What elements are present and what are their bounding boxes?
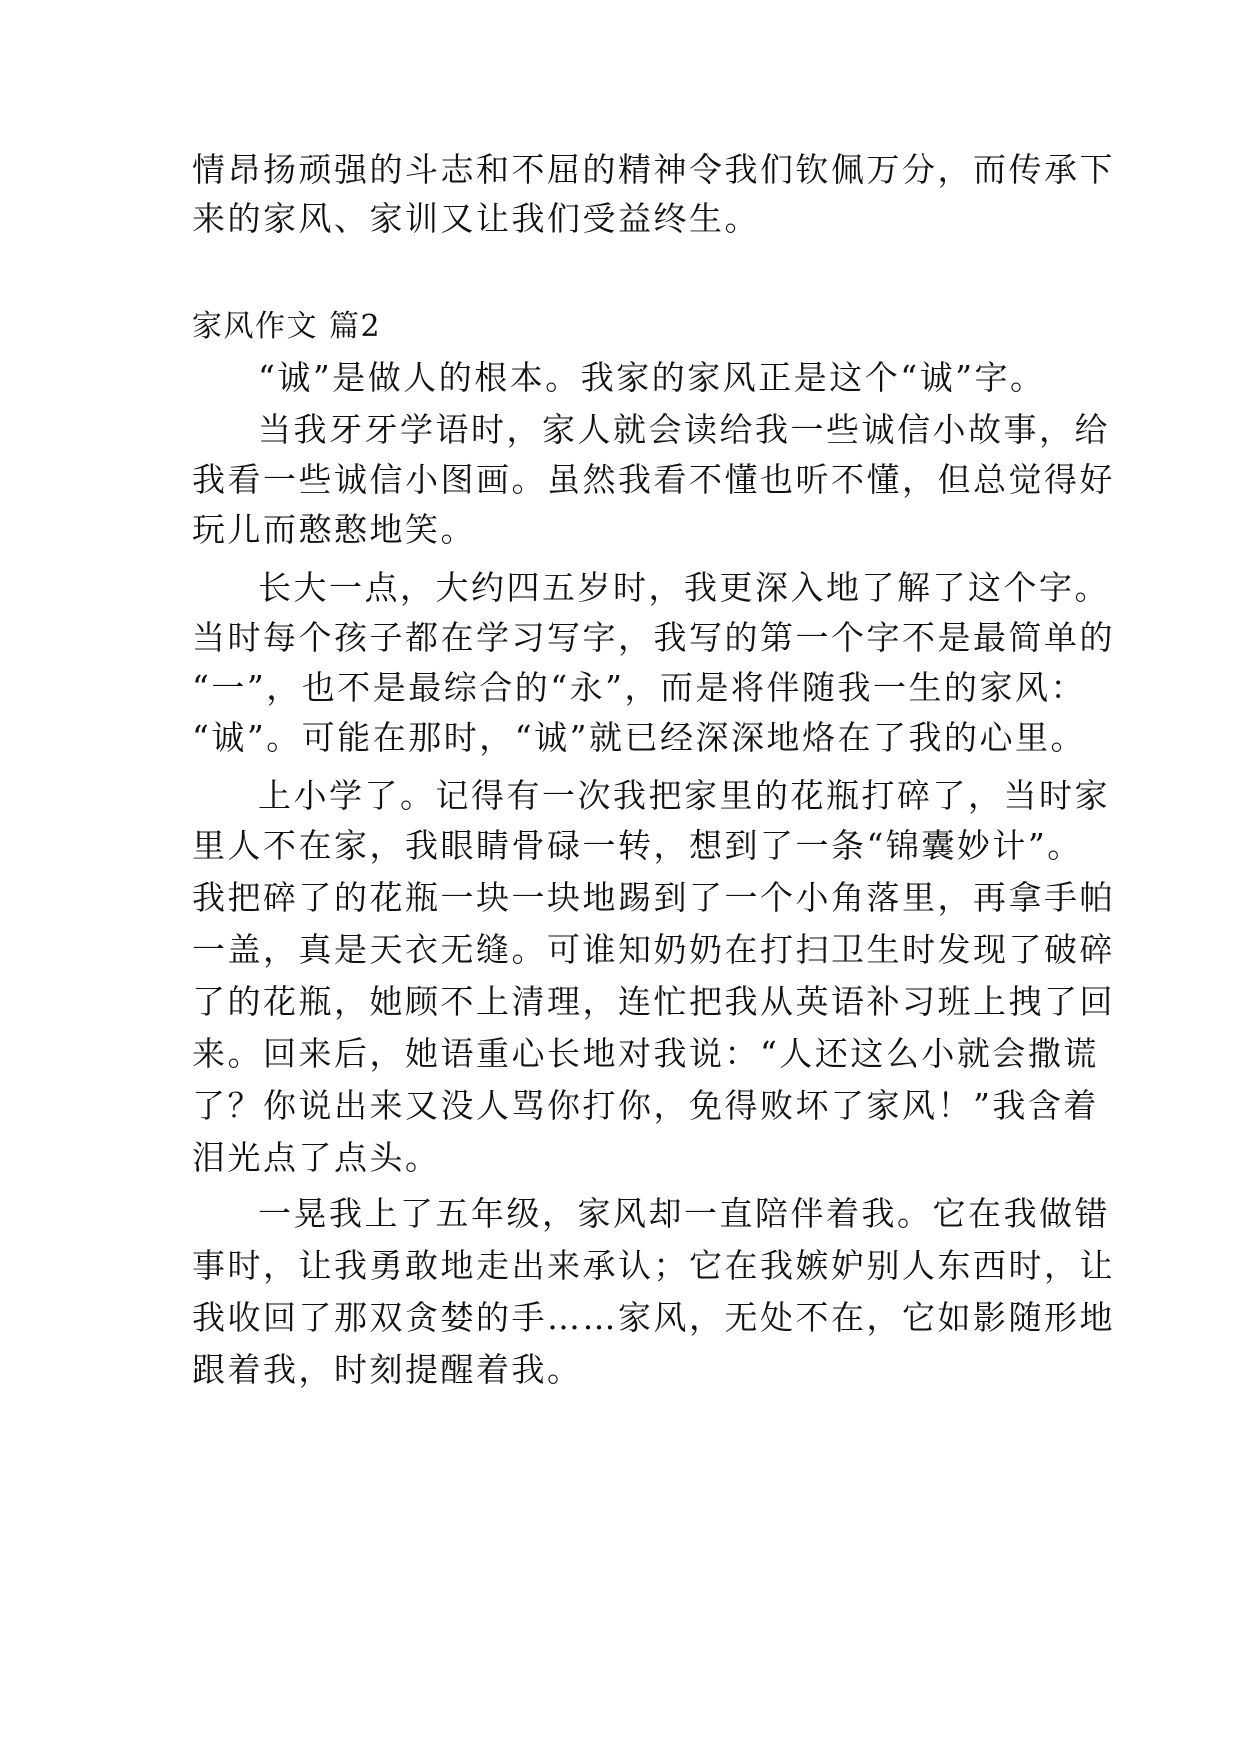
paragraph-line: 长大一点，大约四五岁时，我更深入地了解了这个字。: [258, 568, 1110, 607]
paragraph-line: “一”，也不是最综合的“永”，而是将伴随我一生的家风：: [192, 668, 1086, 707]
text-line: 情昂扬顽强的斗志和不屈的精神令我们钦佩万分，而传承下: [192, 150, 1115, 189]
paragraph-line: 我收回了那双贪婪的手……家风，无处不在，它如影随形地: [192, 1298, 1115, 1337]
paragraph-line: 事时，让我勇敢地走出来承认；它在我嫉妒别人东西时，让: [192, 1246, 1115, 1285]
section-heading: 家风作文 篇2: [192, 309, 382, 344]
paragraph-line: 里人不在家，我眼睛骨碌一转，想到了一条“锦囊妙计”。: [192, 826, 1083, 865]
paragraph-line: 当时每个孩子都在学习写字，我写的第一个字不是最简单的: [192, 618, 1115, 657]
paragraph-line: 了？你说出来又没人骂你打你，免得败坏了家风！”我含着: [192, 1086, 1099, 1125]
paragraph-line: 我看一些诚信小图画。虽然我看不懂也听不懂，但总觉得好: [192, 460, 1115, 499]
paragraph-line: 当我牙牙学语时，家人就会读给我一些诚信小故事，给: [258, 410, 1110, 449]
paragraph-line: 来。回来后，她语重心长地对我说：“人还这么小就会撒谎: [192, 1034, 1099, 1073]
paragraph-line: 一晃我上了五年级，家风却一直陪伴着我。它在我做错: [258, 1194, 1110, 1233]
paragraph-line: 泪光点了点头。: [192, 1138, 441, 1177]
paragraph-line: 上小学了。记得有一次我把家里的花瓶打碎了，当时家: [258, 776, 1110, 815]
paragraph-line: 我把碎了的花瓶一块一块地踢到了一个小角落里，再拿手帕: [192, 878, 1115, 917]
paragraph-line: 跟着我，时刻提醒着我。: [192, 1350, 583, 1389]
text-line: 来的家风、家训又让我们受益终生。: [192, 199, 760, 238]
paragraph-line: “诚”。可能在那时，“诚”就已经深深地烙在了我的心里。: [192, 718, 1086, 757]
paragraph-line: 一盖，真是天衣无缝。可谁知奶奶在打扫卫生时发现了破碎: [192, 930, 1115, 969]
paragraph-line: “诚”是做人的根本。我家的家风正是这个“诚”字。: [258, 358, 1046, 397]
paragraph-line: 了的花瓶，她顾不上清理，连忙把我从英语补习班上拽了回: [192, 982, 1115, 1021]
paragraph-line: 玩儿而憨憨地笑。: [192, 510, 476, 549]
